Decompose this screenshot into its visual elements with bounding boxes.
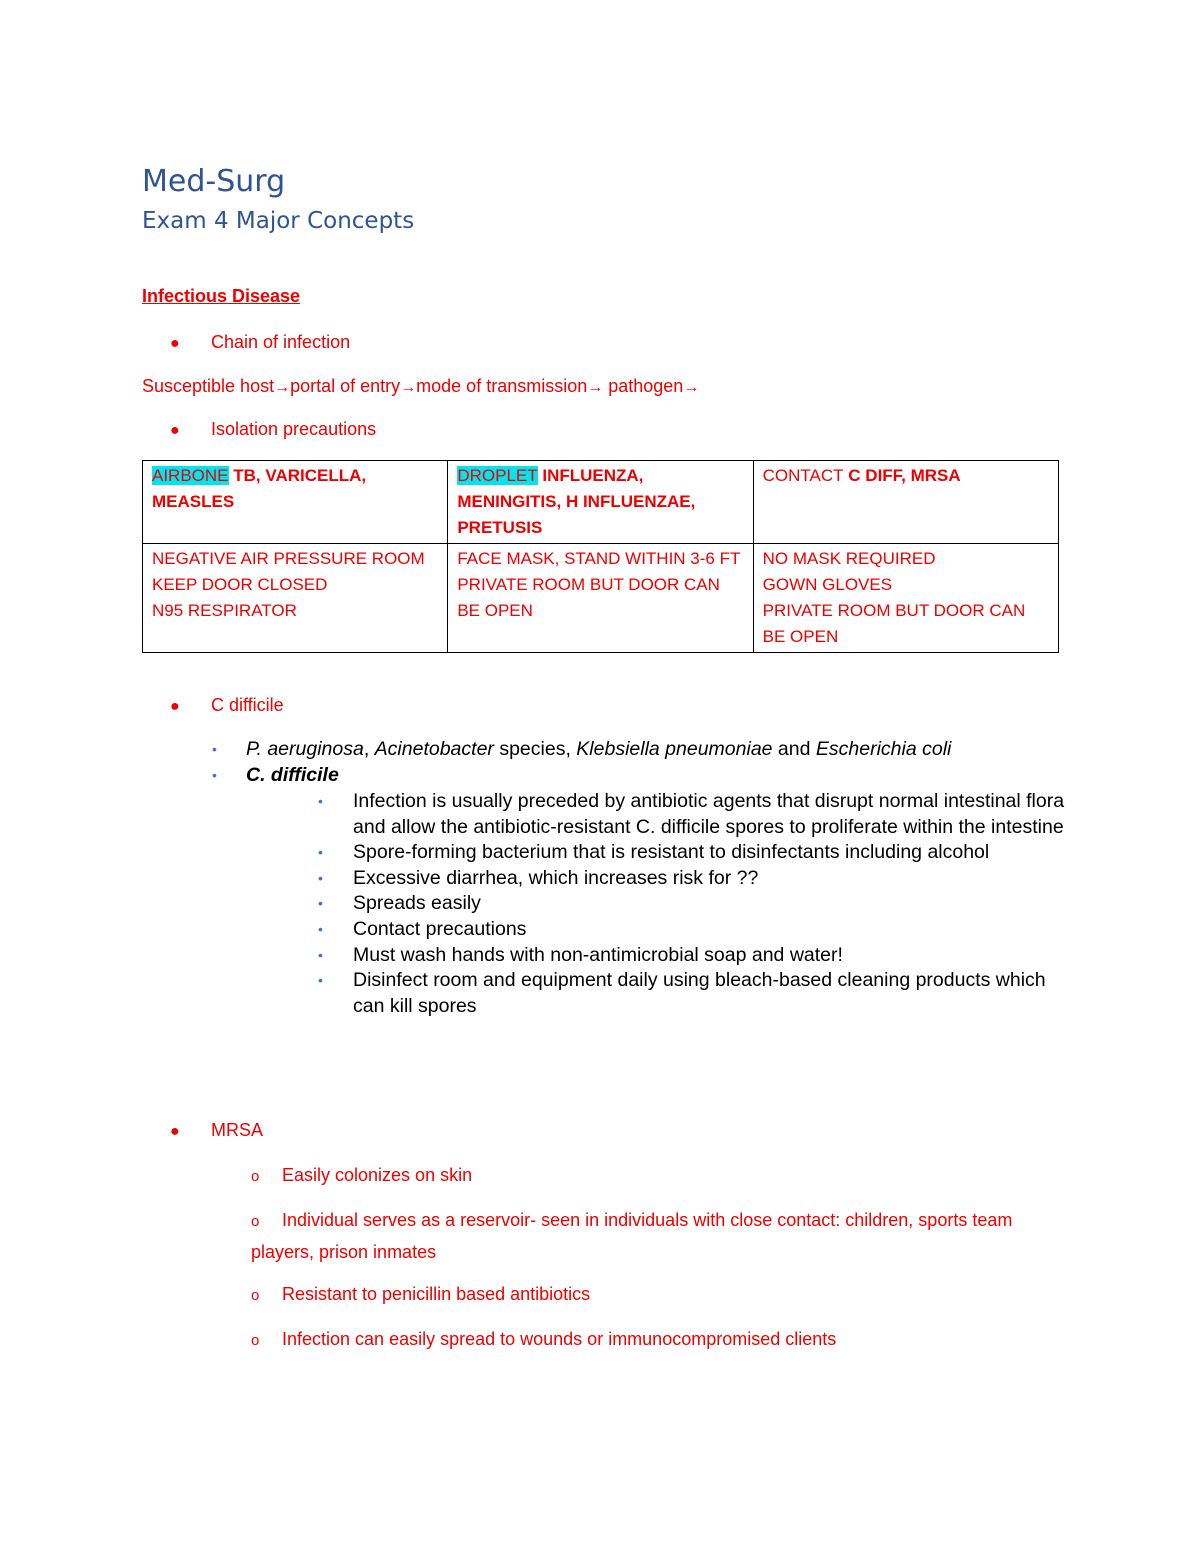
- bullet-dot-icon: ●: [170, 422, 180, 439]
- document-title: Med-Surg: [142, 164, 286, 199]
- list-item: [318, 943, 1068, 969]
- small-bullet-icon: •: [318, 869, 323, 886]
- list-item: [212, 736, 951, 762]
- list-item: [318, 968, 1068, 1019]
- organism-name: Acinetobacter: [374, 738, 494, 760]
- bullet-chain-of-infection: [170, 332, 350, 353]
- arrow-right-icon: →: [587, 379, 604, 396]
- bullet-c-difficile: [170, 695, 284, 716]
- arrow-right-icon: →: [274, 379, 291, 396]
- precaution-label: CONTACT: [762, 466, 844, 485]
- cell-line: KEEP DOOR CLOSED: [152, 575, 328, 594]
- mrsa-point: Resistant to penicillin based antibiotics: [282, 1284, 591, 1304]
- small-bullet-icon: •: [318, 895, 323, 912]
- mrsa-point: Individual serves as a reservoir- seen in individuals with close contact: children, sports team players, prison inmates: [251, 1210, 1013, 1262]
- bullet-label: Chain of infection: [211, 332, 351, 352]
- cell-line: NEGATIVE AIR PRESSURE ROOM: [152, 549, 425, 568]
- section-heading-infectious-disease: Infectious Disease: [142, 286, 301, 306]
- text-fragment: ,: [363, 738, 375, 760]
- chain-step: Susceptible host: [142, 376, 275, 396]
- text-fragment: species,: [493, 738, 577, 760]
- cell-line: FACE MASK, STAND WITHIN 3-6 FT: [457, 549, 741, 568]
- cell-line: PRIVATE ROOM BUT DOOR CAN BE OPEN: [762, 601, 1026, 646]
- list-item: [318, 891, 1068, 917]
- highlighted-label: AIRBONE: [152, 466, 229, 485]
- disease-list: TB, VARICELLA, MEASLES: [152, 466, 367, 511]
- list-item: [318, 840, 1068, 866]
- small-bullet-icon: •: [318, 793, 323, 809]
- cell-line: GOWN GLOVES: [762, 575, 893, 594]
- cell-line: PRIVATE ROOM BUT DOOR CAN BE OPEN: [457, 575, 720, 620]
- arrow-right-icon: →: [683, 379, 700, 396]
- circle-bullet-icon: o: [251, 1332, 260, 1349]
- bullet-mrsa: [170, 1120, 263, 1141]
- detail-text: Spore-forming bacterium that is resistant to disinfectants including alcohol: [353, 841, 990, 864]
- table-cell-airborne-details: [143, 544, 448, 653]
- list-item: [318, 917, 1068, 943]
- c-difficile-sublist: [212, 736, 951, 788]
- table-cell-contact-header: [753, 461, 1058, 544]
- c-difficile-details-list: [318, 789, 1068, 1019]
- organism-name: C. difficile: [246, 764, 339, 786]
- small-bullet-icon: •: [212, 767, 217, 783]
- bullet-dot-icon: ●: [170, 335, 180, 352]
- table-cell-droplet-details: [448, 544, 753, 653]
- small-bullet-icon: •: [212, 741, 217, 757]
- mrsa-point: Infection can easily spread to wounds or immunocompromised clients: [282, 1329, 837, 1349]
- detail-text: Contact precautions: [353, 917, 527, 940]
- list-item: [251, 1279, 1071, 1311]
- table-cell-airborne-header: [143, 461, 448, 544]
- bullet-isolation-precautions: [170, 419, 376, 440]
- table-row: [143, 544, 1059, 653]
- chain-step: pathogen: [603, 376, 684, 396]
- bullet-label: MRSA: [211, 1120, 264, 1140]
- table-cell-droplet-header: [448, 461, 753, 544]
- chain-step: portal of entry: [290, 376, 401, 396]
- list-item: [251, 1160, 1071, 1192]
- circle-bullet-icon: o: [251, 1168, 260, 1185]
- cell-line: NO MASK REQUIRED: [762, 549, 936, 568]
- table-row: [143, 461, 1059, 544]
- small-bullet-icon: •: [318, 946, 323, 963]
- arrow-right-icon: →: [400, 379, 417, 396]
- disease-list: C DIFF, MRSA: [843, 466, 961, 485]
- list-item: [212, 762, 951, 788]
- table-cell-contact-details: [753, 544, 1058, 653]
- list-item: [318, 866, 1068, 892]
- mrsa-point: Easily colonizes on skin: [282, 1165, 473, 1185]
- list-item: [318, 789, 1068, 840]
- cell-line: N95 RESPIRATOR: [152, 601, 297, 620]
- disease-list: INFLUENZA, MENINGITIS, H INFLUENZAE, PRETUSIS: [457, 466, 696, 537]
- detail-text: Infection is usually preceded by antibiotic agents that disrupt normal intestinal flora and allow the antibiotic-resistant C. difficile spores to proliferate within the intestine: [353, 790, 1065, 838]
- bullet-dot-icon: ●: [170, 1123, 180, 1140]
- highlighted-label: DROPLET: [457, 466, 538, 485]
- circle-bullet-icon: o: [251, 1287, 260, 1304]
- circle-bullet-icon: o: [251, 1213, 260, 1230]
- small-bullet-icon: •: [318, 972, 323, 989]
- text-fragment: and: [772, 738, 816, 760]
- bullet-dot-icon: ●: [170, 698, 180, 715]
- isolation-precautions-table: [142, 460, 1059, 653]
- organism-name: Escherichia coli: [815, 738, 952, 760]
- document-subtitle: Exam 4 Major Concepts: [142, 208, 415, 234]
- small-bullet-icon: •: [318, 844, 323, 861]
- list-item: [251, 1205, 1071, 1267]
- detail-text: Spreads easily: [353, 892, 481, 915]
- chain-step: mode of transmission: [416, 376, 588, 396]
- bullet-label: Isolation precautions: [211, 419, 377, 439]
- chain-of-infection-sequence: [142, 376, 699, 397]
- detail-text: Disinfect room and equipment daily using bleach-based cleaning products which can kill spores: [353, 969, 1046, 1017]
- detail-text: Must wash hands with non-antimicrobial soap and water!: [353, 943, 843, 966]
- organism-name: P. aeruginosa: [246, 738, 364, 760]
- small-bullet-icon: •: [318, 920, 323, 937]
- bullet-label: C difficile: [211, 695, 284, 715]
- organism-name: Klebsiella pneumoniae: [576, 738, 773, 760]
- detail-text: Excessive diarrhea, which increases risk for ??: [353, 866, 759, 889]
- list-item: [251, 1324, 1071, 1356]
